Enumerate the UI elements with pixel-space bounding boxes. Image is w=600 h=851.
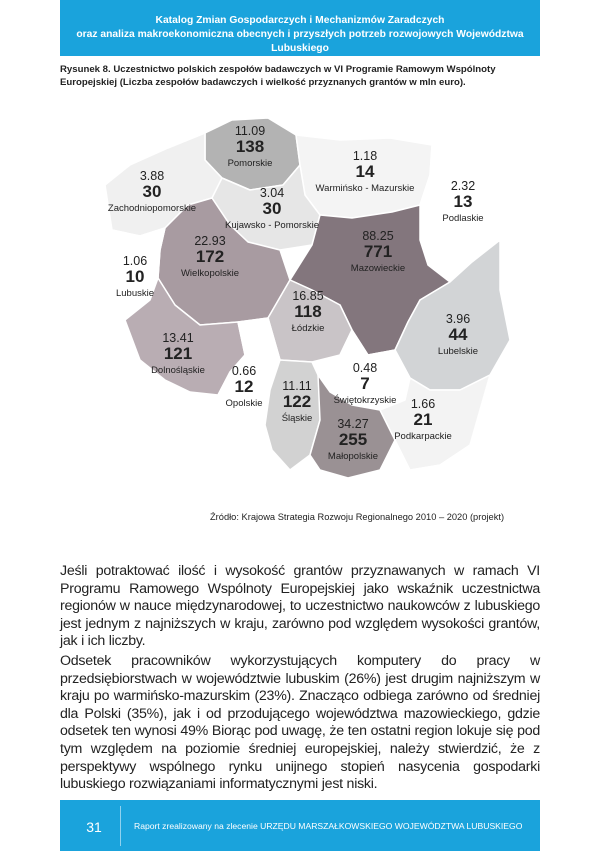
page-number: 31: [86, 819, 102, 835]
region-name-kujawsko-pomorskie: Kujawsko - Pomorskie: [225, 220, 319, 231]
region-teams-lodzkie: 118: [294, 302, 322, 321]
region-grant-wielkopolskie: 22.93: [194, 234, 226, 248]
region-teams-wielkopolskie: 172: [195, 247, 225, 266]
region-grant-lubuskie: 1.06: [122, 254, 148, 268]
region-name-zachodniopomorskie: Zachodniopomorskie: [107, 203, 197, 214]
region-grant-swietokrzyskie: 0.48: [352, 361, 378, 375]
figure-caption-line2: Europejskiej (Liczba zespołów badawczych i wielkość przyznanych grantów w mln euro).: [60, 76, 466, 88]
region-name-lubuskie: Lubuskie: [115, 288, 155, 299]
region-grant-podkarpackie: 1.66: [410, 397, 436, 411]
region-grant-slaskie: 11.11: [282, 379, 312, 393]
body-paragraph-2: Odsetek pracowników wykorzystujących komputery do pracy w przedsiębiorstwach w województwie lubuskim (26%) jest drugim najniższym w kraju po warmińsko-mazurskim (23%). Znacząco odbiega zarówno od średniej dla Polski (35%), jak i od przodującego województwa mazowieckiego, gdzie odsetek ten wynosi 49% Biorąc pod uwagę, że ten ostatni region lokuje się pod tym względem na poziomie średniej europejskiej, należy stwierdzić, że z perspektywy wspólnego rynku unijnego stopień nasycenia gospodarki lubuskiego rozwiązaniami informatycznymi jest niski.: [60, 653, 540, 793]
region-name-dolnoslaskie: Dolnośląskie: [151, 365, 205, 376]
region-teams-podlaskie: 13: [453, 192, 473, 211]
region-grant-pomorskie: 11.09: [234, 124, 266, 138]
figure-caption-line1: Rysunek 8. Uczestnictwo polskich zespołów badawczych w VI Programie Ramowym Wspólnoty: [60, 64, 496, 75]
header-title-line1: Katalog Zmian Gospodarczych i Mechanizmów Zaradczych: [155, 15, 445, 26]
region-name-opolskie: Opolskie: [225, 398, 263, 409]
region-grant-podlaskie: 2.32: [450, 179, 476, 193]
region-teams-lubelskie: 44: [448, 325, 468, 344]
region-grant-malopolskie: 34.27: [337, 417, 369, 431]
region-name-lubelskie: Lubelskie: [437, 346, 479, 357]
region-teams-lubuskie: 10: [125, 267, 145, 286]
region-teams-kujawsko-pomorskie: 30: [262, 199, 282, 218]
region-teams-pomorskie: 138: [235, 137, 265, 156]
region-teams-zachodniopomorskie: 30: [142, 182, 162, 201]
region-grant-lubelskie: 3.96: [445, 312, 471, 326]
figure-source: Źródło: Krajowa Strategia Rozwoju Regionalnego 2010 – 2020 (projekt): [210, 512, 505, 522]
region-teams-mazowieckie: 771: [363, 242, 393, 261]
region-teams-warminsko-mazurskie: 14: [355, 162, 375, 181]
region-teams-malopolskie: 255: [338, 430, 368, 449]
region-name-mazowieckie: Mazowieckie: [350, 263, 406, 274]
region-grant-opolskie: 0.66: [231, 364, 257, 378]
region-grant-kujawsko-pomorskie: 3.04: [259, 186, 285, 200]
region-grant-warminsko-mazurskie: 1.18: [352, 149, 378, 163]
region-teams-swietokrzyskie: 7: [360, 374, 370, 393]
region-name-swietokrzyskie: Świętokrzyskie: [333, 395, 397, 406]
region-teams-opolskie: 12: [234, 377, 254, 396]
region-name-lodzkie: Łódzkie: [291, 323, 325, 334]
region-grant-zachodniopomorskie: 3.88: [139, 169, 165, 183]
region-teams-dolnoslaskie: 121: [163, 344, 193, 363]
region-grant-mazowieckie: 88.25: [362, 229, 394, 243]
region-name-pomorskie: Pomorskie: [227, 158, 273, 169]
region-name-wielkopolskie: Wielkopolskie: [180, 268, 240, 279]
region-name-slaskie: Śląskie: [281, 413, 313, 424]
footer-text: Raport zrealizowany na zlecenie URZĘDU MARSZAŁKOWSKIEGO WOJEWÓDZTWA LUBUSKIEGO: [134, 821, 523, 831]
header-title-line2: oraz analiza makroekonomiczna obecnych i przyszłych potrzeb rozwojowych Województwa Lubuskiego: [76, 29, 524, 54]
body-paragraph-1: Jeśli potraktować ilość i wysokość grantów przyznawanych w ramach VI Programu Ramowego Wspólnoty Europejskiej jako wskaźnik uczestnictwa regionów w nauce międzynarodowej, to uczestnictwo naukowców z lubuskiego jest jednym z najniższych w kraju, zarówno pod względem wysokości grantów, jak i ich liczby.: [60, 563, 540, 650]
region-grant-lodzkie: 16.85: [292, 289, 324, 303]
region-name-malopolskie: Małopolskie: [327, 451, 379, 462]
region-name-podlaskie: Podlaskie: [442, 213, 484, 224]
region-name-warminsko-mazurskie: Warmińsko - Mazurskie: [315, 183, 415, 194]
region-teams-podkarpackie: 21: [413, 410, 433, 429]
footer-divider: [120, 806, 121, 846]
region-teams-slaskie: 122: [282, 392, 312, 411]
region-name-podkarpackie: Podkarpackie: [394, 431, 452, 442]
region-grant-dolnoslaskie: 13.41: [162, 331, 194, 345]
